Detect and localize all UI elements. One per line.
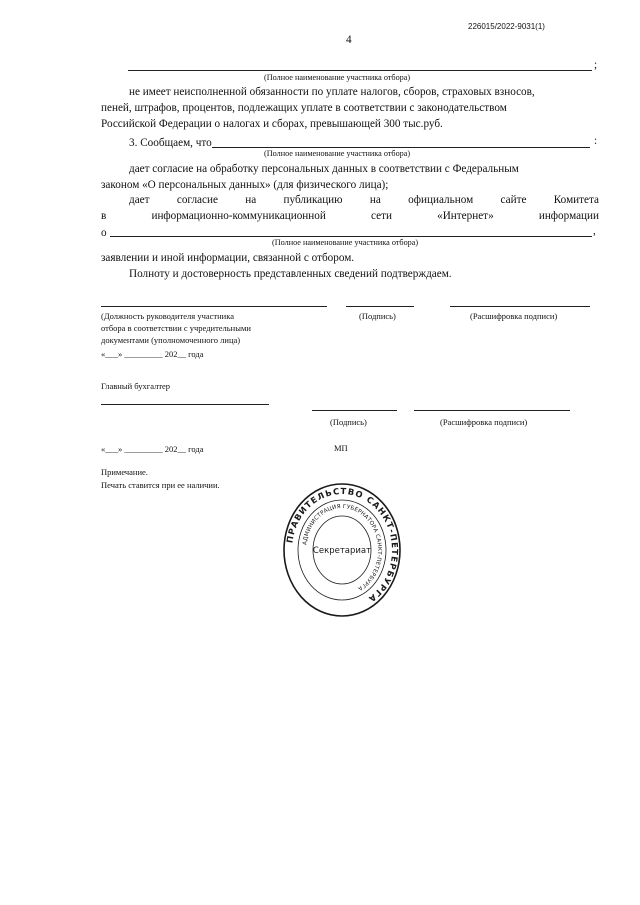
seal-center-text: Секретариат bbox=[312, 546, 372, 556]
pub-word: согласие bbox=[176, 194, 218, 206]
note-text: Печать ставится при ее наличии. bbox=[101, 480, 220, 490]
pub-word: информационно-коммуникационной bbox=[151, 210, 326, 222]
seal-inner-text: АДМИНИСТРАЦИЯ ГУБЕРНАТОРА САНКТ-ПЕТЕРБУРГА bbox=[302, 503, 383, 592]
position-line bbox=[101, 306, 327, 307]
pub-word: публикацию bbox=[283, 194, 343, 206]
head-position-caption-2: отбора в соответствии с учредительными bbox=[101, 323, 251, 333]
official-seal-stamp bbox=[282, 480, 402, 620]
pub-word: на bbox=[369, 194, 381, 206]
head-position-caption-1: (Должность руководителя участника bbox=[101, 311, 234, 321]
seal-outer-text: ПРАВИТЕЛЬСТВО САНКТ-ПЕТЕРБУРГА bbox=[284, 485, 401, 605]
date-line-1: «___» _________ 202__ года bbox=[101, 349, 204, 359]
mp-label: МП bbox=[334, 443, 348, 453]
publication-line-2 bbox=[101, 210, 599, 222]
publication-line-1 bbox=[129, 194, 599, 206]
consent-personal-data-1: дает согласие на обработку персональных данных в соответствии с Федеральным bbox=[129, 163, 519, 175]
signature-caption-2: (Подпись) bbox=[330, 417, 367, 427]
chief-accountant-line bbox=[101, 404, 269, 405]
date-line-2: «___» _________ 202__ года bbox=[101, 444, 204, 454]
line-end-comma: , bbox=[593, 225, 596, 237]
consent-personal-data-2: законом «О персональных данных» (для физического лица); bbox=[101, 179, 389, 191]
pub-word: на bbox=[245, 194, 257, 206]
decode-caption-1: (Расшифровка подписи) bbox=[470, 311, 558, 321]
head-position-caption-3: документами (уполномоченного лица) bbox=[101, 335, 241, 345]
note-title: Примечание. bbox=[101, 467, 148, 477]
signature-line-1 bbox=[346, 306, 414, 307]
paragraph-tax-1: не имеет неисполненной обязанности по уплате налогов, сборов, страховых взносов, bbox=[129, 86, 535, 98]
participant-name-line-3 bbox=[110, 236, 592, 237]
signature-line-2 bbox=[312, 410, 397, 411]
line-end-colon: : bbox=[594, 135, 598, 147]
decode-line-1 bbox=[450, 306, 590, 307]
pub-word: Комитета bbox=[553, 194, 599, 206]
decode-line-2 bbox=[414, 410, 570, 411]
caption-participant-name-2: (Полное наименование участника отбора) bbox=[264, 149, 411, 158]
page-number: 4 bbox=[346, 34, 352, 46]
paragraph-tax-3: Российской Федерации о налогах и сборах, превышающей 300 тыс.руб. bbox=[101, 118, 443, 130]
caption-participant-name-1: (Полное наименование участника отбора) bbox=[264, 73, 411, 82]
paragraph-tax-2: пеней, штрафов, процентов, подлежащих уплате в соответствии с законодательством bbox=[101, 102, 507, 114]
pub-word: «Интернет» bbox=[437, 210, 494, 222]
signature-caption-1: (Подпись) bbox=[359, 311, 396, 321]
participant-name-line-2 bbox=[212, 147, 590, 148]
pub-word: официальном bbox=[408, 194, 474, 206]
caption-participant-name-3: (Полное наименование участника отбора) bbox=[272, 238, 419, 247]
document-number: 226015/2022-9031(1) bbox=[468, 22, 545, 31]
pub-word: в bbox=[101, 210, 107, 222]
pub-word: сети bbox=[371, 210, 392, 222]
section3-intro: 3. Сообщаем, что bbox=[129, 137, 212, 149]
pub-word: сайте bbox=[500, 194, 527, 206]
pub-word: дает bbox=[129, 194, 150, 206]
publication-o: о bbox=[101, 227, 107, 239]
line-end-semicolon: ; bbox=[594, 59, 598, 71]
chief-accountant-label: Главный бухгалтер bbox=[101, 381, 171, 391]
confirmation-text: Полноту и достоверность представленных сведений подтверждаем. bbox=[129, 268, 452, 280]
decode-caption-2: (Расшифровка подписи) bbox=[440, 417, 528, 427]
participant-name-line-1 bbox=[128, 70, 592, 71]
pub-word: информации bbox=[538, 210, 599, 222]
publication-end: заявлении и иной информации, связанной с отбором. bbox=[101, 252, 355, 264]
